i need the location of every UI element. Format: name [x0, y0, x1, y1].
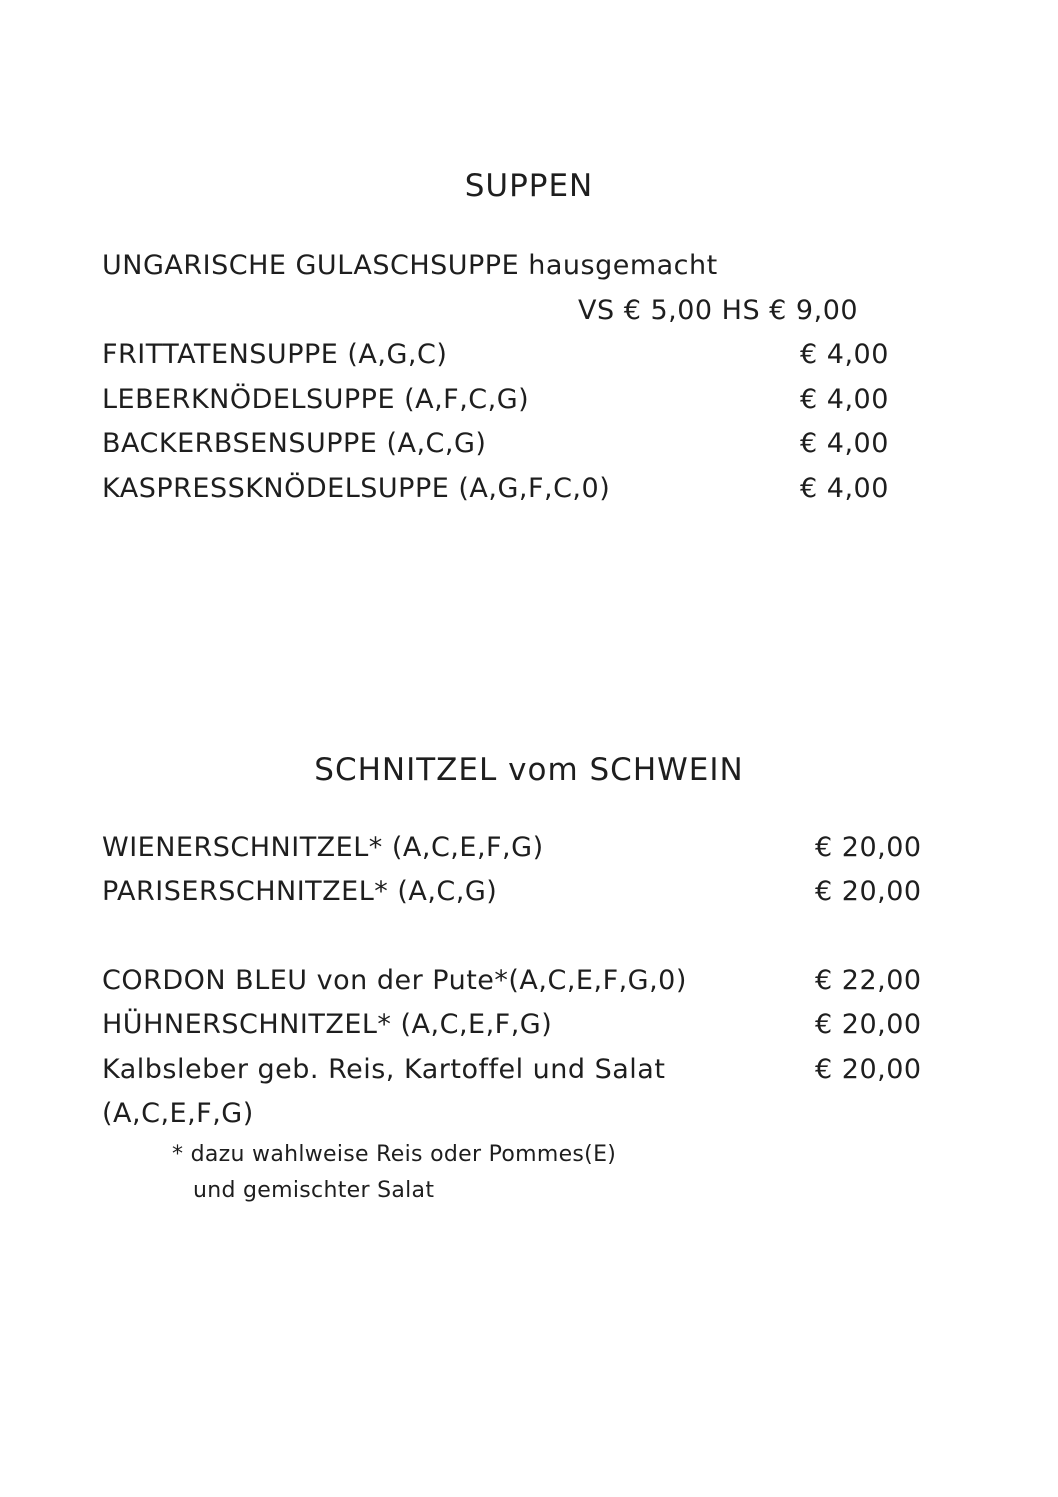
menu-price-gulaschsuppe: VS € 5,00 HS € 9,00 [578, 295, 859, 326]
menu-item-pariserschnitzel: PARISERSCHNITZEL* (A,C,G) [102, 876, 498, 907]
menu-price-pariserschnitzel: € 20,00 [815, 876, 922, 907]
menu-price-frittatensuppe: € 4,00 [800, 339, 889, 370]
menu-price-cordon-bleu: € 22,00 [815, 965, 922, 996]
footnote-line-1: * dazu wahlweise Reis oder Pommes(E) [172, 1142, 617, 1167]
section-title-suppen: SUPPEN [464, 168, 594, 204]
menu-price-backerbsensuppe: € 4,00 [800, 428, 889, 459]
menu-price-kaspressknoedelsuppe: € 4,00 [800, 473, 889, 504]
menu-item-kalbsleber-allergens: (A,C,E,F,G) [102, 1098, 254, 1129]
menu-price-huehnerschnitzel: € 20,00 [815, 1009, 922, 1040]
menu-item-cordon-bleu: CORDON BLEU von der Pute*(A,C,E,F,G,0) [102, 965, 687, 996]
menu-item-kaspressknoedelsuppe: KASPRESSKNÖDELSUPPE (A,G,F,C,0) [102, 473, 611, 504]
menu-item-huehnerschnitzel: HÜHNERSCHNITZEL* (A,C,E,F,G) [102, 1009, 553, 1040]
menu-item-frittatensuppe: FRITTATENSUPPE (A,G,C) [102, 339, 448, 370]
footnote-line-2: und gemischter Salat [193, 1178, 435, 1203]
menu-price-leberknoedelsuppe: € 4,00 [800, 384, 889, 415]
menu-item-kalbsleber: Kalbsleber geb. Reis, Kartoffel und Salat [102, 1054, 666, 1085]
menu-item-gulaschsuppe: UNGARISCHE GULASCHSUPPE hausgemacht [102, 250, 718, 281]
menu-price-kalbsleber: € 20,00 [815, 1054, 922, 1085]
menu-price-wienerschnitzel: € 20,00 [815, 832, 922, 863]
menu-item-leberknoedelsuppe: LEBERKNÖDELSUPPE (A,F,C,G) [102, 384, 530, 415]
menu-item-wienerschnitzel: WIENERSCHNITZEL* (A,C,E,F,G) [102, 832, 544, 863]
section-title-schnitzel: SCHNITZEL vom SCHWEIN [314, 752, 744, 788]
menu-item-backerbsensuppe: BACKERBSENSUPPE (A,C,G) [102, 428, 487, 459]
